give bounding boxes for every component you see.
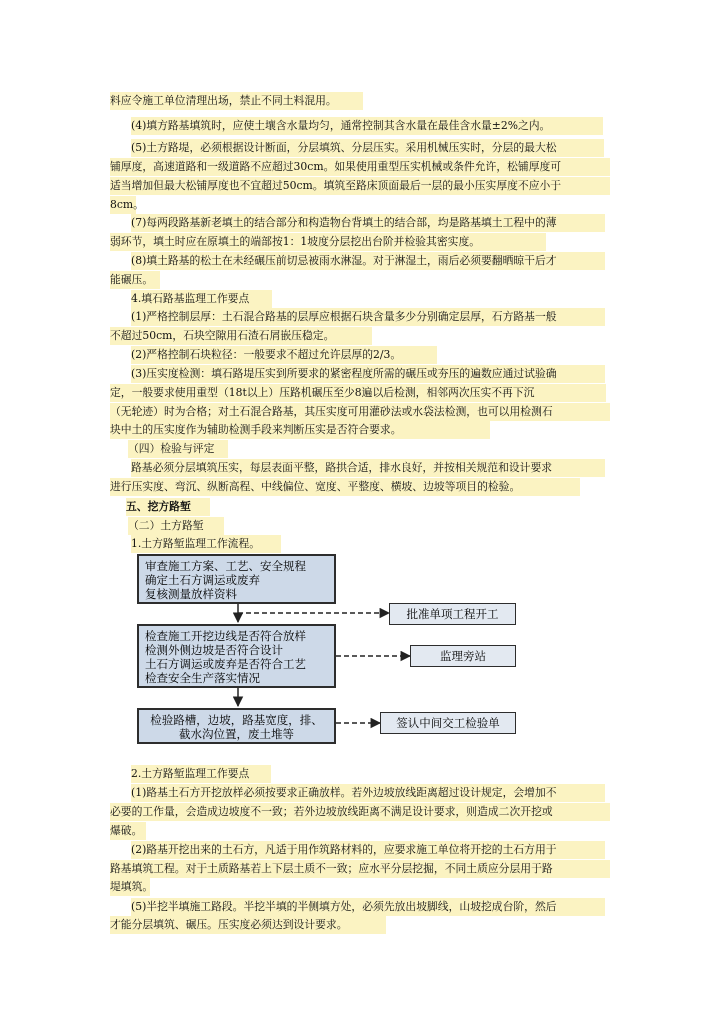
section-heading: 1.土方路堑监理工作流程。 — [131, 535, 281, 553]
section-heading: 2.土方路堑监理工作要点 — [131, 765, 271, 783]
flow-box-line: 复核测量放样资料 — [145, 587, 237, 601]
text-line: 才能分层填筑、碾压。压实度必须达到设计要求。 — [110, 916, 386, 934]
text-line: 块中土的压实度作为辅助检测手段来判断压实是否符合要求。 — [110, 421, 490, 439]
flow-box-line: 检验路槽，边坡，路基宽度，排、 — [150, 713, 323, 727]
text-line: (5)土方路堤，必须根据设计断面，分层填筑、分层压实。采用机械压实时，分层的最大松 — [131, 139, 604, 157]
flow-box-line: 检测外侧边坡是否符合设计 — [145, 643, 283, 657]
section-heading: 4.填石路基监理工作要点 — [131, 290, 272, 308]
text-line: (7)每两段路基新老填土的结合部分和构造物台背填土的结合部，均是路基填土工程中的薄 — [131, 214, 605, 232]
text-line: (1)路基土石方开挖放样必须按要求正确放样。若外边坡放线距离超过设计规定，会增加不 — [131, 784, 605, 802]
text-line: （无轮迹）时为合格；对土石混合路基，其压实度可用灌砂法或水袋法检测，也可以用检测石 — [110, 403, 610, 421]
text-line: 铺厚度，高速道路和一级道路不应超过30cm。如果使用重型压实机械或条件允许，松铺厚度可 — [110, 158, 610, 176]
text-line: 必要的工作量，会造成边坡度不一致；若外边坡放线距离不满足设计要求，则造成二次开挖或 — [110, 803, 610, 821]
text-line: 能碾压。 — [110, 271, 160, 289]
text-line: 8cm。 — [110, 196, 136, 214]
flow-box-line: 确定土石方调运或废弃 — [145, 573, 260, 587]
text-line: (8)填土路基的松土在未经碾压前切忌被雨水淋湿。对于淋湿土，雨后必须要翻晒晾干后才 — [131, 252, 605, 270]
flow-box-line: 审查施工方案、工艺、安全规程 — [145, 559, 306, 573]
flow-side-supervise: 监理旁站 — [410, 645, 516, 667]
flow-box-line: 土石方调运或废弃是否符合工艺 — [145, 657, 306, 671]
text-line: 弱环节，填土时应在原填土的端部按1：1坡度分层挖出台阶并检验其密实度。 — [110, 233, 546, 251]
section-heading: （二）土方路堑 — [128, 517, 224, 535]
text-line: 堤填筑。 — [110, 878, 150, 896]
text-line: 进行压实度、弯沉、纵断高程、中线偏位、宽度、平整度、横坡、边坡等项目的检验。 — [110, 478, 580, 496]
flow-box-line: 检查安全生产落实情况 — [145, 671, 260, 685]
text-line: 料应令施工单位清理出场，禁止不同土料混用。 — [110, 92, 363, 110]
flow-side-sign: 签认中间交工检验单 — [380, 712, 516, 734]
section-heading: 五、挖方路堑 — [126, 498, 210, 516]
text-line: 适当增加但最大松铺厚度也不宜超过50cm。填筑至路床顶面最后一层的最小压实厚度不应小于 — [110, 177, 610, 195]
text-line: (3)压实度检测：填石路堤压实到所要求的紧密程度所需的碾压或夯压的遍数应通过试验确 — [131, 365, 605, 383]
flow-box-line: 检查施工开挖边线是否符合放样 — [145, 629, 306, 643]
text-line: (5)半挖半填施工路段。半挖半填的半侧填方处，必须先放出坡脚线，山坡挖成台阶，然后 — [131, 898, 605, 916]
section-heading: （四）检验与评定 — [128, 440, 228, 458]
text-line: (1)严格控制层厚：土石混合路基的层厚应根据石块含量多少分别确定层厚，石方路基一般 — [131, 308, 605, 326]
text-line: (2)路基开挖出来的土石方，凡适于用作筑路材料的，应要求施工单位将开挖的土石方用于 — [131, 841, 605, 859]
text-line: 路基必须分层填筑压实，每层表面平整，路拱合适，排水良好，并按相关规范和设计要求 — [131, 459, 605, 477]
flow-box-verify — [137, 708, 336, 744]
text-line: 定，一般要求使用重型（18t以上）压路机碾压至少8遍以后检测，相邻两次压实不再下沉 — [110, 384, 606, 402]
flow-box-inspect — [137, 624, 336, 688]
flow-box-review — [137, 554, 336, 604]
text-line: 爆破。 — [110, 822, 146, 840]
text-line: (2)严格控制石块粒径：一般要求不超过允许层厚的2/3。 — [131, 346, 437, 364]
flow-side-approve: 批准单项工程开工 — [389, 603, 516, 625]
text-line: (4)填方路基填筑时，应使土壤含水量均匀，通常控制其含水量在最佳含水量±2%之内。 — [131, 117, 603, 135]
text-line: 不超过50cm，石块空隙用石渣石屑嵌压稳定。 — [110, 327, 372, 345]
text-line: 路基填筑工程。对于土质路基若上下层土质不一致；应水平分层挖掘，不同土质应分层用于路 — [110, 860, 610, 878]
flow-box-line: 截水沟位置，废土堆等 — [179, 727, 294, 741]
